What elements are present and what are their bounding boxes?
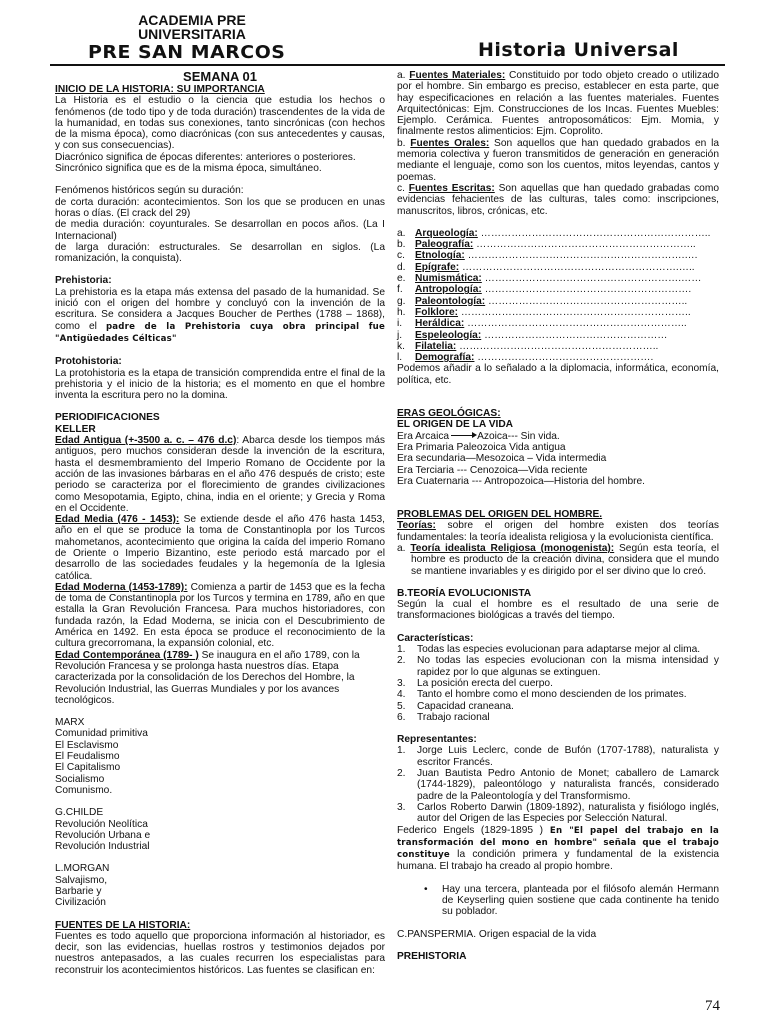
item-letter: f.	[397, 284, 403, 296]
fuente-material-text: Constituido por todo objeto creado o utilizado por el hombre. Sin embargo es preciso, establecer en esta parte, que hay especificaciones en relación a las fuentes materiales. Fuentes Arquitectónicas: Ejm. Construcciones de los Incas. Fuentes Muebles: Ejemplo. Cerámica. Fuentes antroposomáticos: Ejm. Momia, y finalmente restos alimenticios: Ejm. Coprolito.	[397, 70, 719, 138]
ciencia-item	[397, 296, 719, 307]
representantes-list	[397, 745, 719, 824]
academy-line-2: UNIVERSITARIA	[138, 26, 246, 42]
era-item: Era Terciaria --- Cenozoica—Vida reciente	[397, 464, 588, 476]
item-text: Trabajo racional	[417, 711, 490, 723]
ciencia-label: Numismática:	[415, 273, 482, 285]
blank-dots: …………………………………………………..	[456, 340, 659, 352]
ciencia-label: Demografía:	[415, 352, 475, 364]
item-letter: e.	[397, 273, 406, 285]
paragraph: Podemos añadir a lo señalado a la diplomacia, informática, economía, política, etc.	[397, 363, 719, 386]
numbered-item	[397, 678, 719, 689]
paragraph	[55, 435, 385, 514]
paragraph-text-bold: padre de la Prehistoria cuya obra principal fue "Antigüedades Célticas"	[55, 321, 385, 344]
paragraph: Según la cual el hombre es el resultado de una serie de transformaciones biológicas a través del tiempo.	[397, 599, 719, 622]
paragraph: de corta duración: acontecimientos. Son los que se producen en unas horas o días. (El crack del 29)	[55, 196, 385, 219]
item-number: 2.	[397, 768, 406, 780]
section-title-protohistoria: Protohistoria:	[55, 356, 122, 368]
item-letter: c.	[397, 182, 409, 194]
fuente-oral-label: Fuentes Orales:	[410, 137, 490, 149]
blank-dots: …………………………………………….	[474, 352, 654, 364]
item-letter: a.	[397, 542, 411, 554]
header-divider	[50, 64, 725, 66]
item-text: No todas las especies evolucionan con la misma intensidad y rapidez por lo que algunas se extinguen.	[417, 655, 719, 678]
item-text: Tanto el hombre como el mono descienden de los primates.	[417, 689, 687, 701]
numbered-item	[397, 802, 719, 825]
author-marx: MARX	[55, 717, 85, 729]
blank-dots: …………………………………………………………..	[477, 227, 711, 239]
list-item: Revolución Urbana e	[55, 829, 151, 841]
ciencia-label: Filatelia:	[415, 340, 457, 352]
numbered-item	[397, 689, 719, 700]
section-title-caracteristicas: Características:	[397, 632, 474, 644]
section-title-inicio: INICIO DE LA HISTORIA: SU IMPORTANCIA	[55, 84, 265, 95]
paragraph: de media duración: coyunturales. Se desarrollan en pocos años. (La I Internacional)	[55, 219, 385, 242]
blank-dots: ……………………………………………………….…..	[459, 261, 695, 273]
edad-contemporanea-label: Edad Contemporánea (1789- )	[55, 649, 199, 661]
item-number: 5.	[397, 700, 406, 712]
section-title-eras: ERAS GEOLÓGICAS:	[397, 408, 501, 420]
section-title-prehistoria: Prehistoria:	[55, 275, 112, 287]
section-title-problemas: PROBLEMAS DEL ORIGEN DEL HOMBRE.	[397, 509, 603, 521]
edad-moderna-label: Edad Moderna (1453-1789):	[55, 581, 188, 593]
list-item: El Capitalismo	[55, 762, 121, 774]
blank-dots: ………………………………………………….……	[481, 273, 702, 285]
ciencia-label: Espeleología:	[415, 329, 482, 341]
blank-dots: …………………………………………………..	[485, 295, 688, 307]
item-text: Todas las especies evolucionan para adaptarse mejor al clima.	[417, 644, 701, 656]
edad-media-label: Edad Media (476 - 1453):	[55, 514, 180, 526]
ciencia-item	[397, 307, 719, 318]
item-text: Jorge Luis Leclerc, conde de Bufón (1707-1788), naturalista y escritor Francés.	[417, 745, 719, 768]
fuente-escrita-text: Son aquellas que han quedado grabadas como evidencias fehacientes de las culturas, tales como: inscripciones, manuscritos, libros, crónicas, etc.	[397, 182, 719, 217]
section-title-representantes: Representantes:	[397, 734, 477, 746]
ciencia-item	[397, 284, 719, 295]
paragraph: Fuentes es todo aquello que proporciona información al historiador, es decir, son las evidencias, huellas rostros y testimonios dejados por nuestros antepasados, a las cuales recurren los especialistas para reconstruir los acontecimientos históricos. Las fuentes se clasifican en:	[55, 930, 385, 976]
paragraph	[55, 582, 385, 650]
paragraph	[397, 520, 719, 543]
numbered-item	[397, 768, 719, 802]
bullet-text: Hay una tercera, planteada por el filósofo alemán Hermann de Keyserling quien sostiene que cada continente ha tenido su poblador.	[442, 883, 719, 918]
ciencia-label: Antropología:	[415, 284, 482, 296]
item-letter: j.	[397, 329, 403, 341]
ciencia-item	[397, 250, 719, 261]
academy-line-1: ACADEMIA PRE	[138, 12, 246, 28]
list-item: Revolución Neolítica	[55, 818, 148, 830]
blank-dots: ………………………………………………	[481, 329, 668, 341]
paragraph	[55, 650, 385, 706]
list-item: Comunidad primitiva	[55, 728, 148, 740]
list-item: Socialismo	[55, 773, 105, 785]
ciencia-label: Folklore:	[415, 306, 459, 318]
fuente-escrita	[397, 183, 719, 217]
course-title: Historia Universal	[478, 39, 679, 61]
teoria-idealista-label: Teoría idealista Religiosa (monogenista):	[410, 542, 615, 554]
ciencia-item	[397, 239, 719, 250]
marx-list	[55, 728, 385, 796]
ciencia-label: Epígrafe:	[415, 261, 460, 273]
ciencia-label: Etnología:	[415, 250, 465, 262]
ciencias-auxiliares-list	[397, 228, 719, 364]
paragraph	[397, 825, 719, 873]
paragraph: La Historia es el estudio o la ciencia que estudia los hechos o fenómenos (de todo tipo y de toda duración) trascendentes de la vida de la humanidad, en todas sus conexiones, tanto sincrónicas (con hechos de la misma época), como diacrónicas (con sus antecedentes y causas, y con sus consecuencias).	[55, 95, 385, 152]
item-letter: a.	[397, 70, 410, 81]
item-text: Juan Bautista Pedro Antonio de Monet; caballero de Lamarck (1744-1829), paleontólogo y naturalista francés, considerado padre de la Paleontología y del Transformismo.	[417, 768, 719, 802]
section-title-evolucionista: B.TEORÍA EVOLUCIONISTA	[397, 587, 532, 599]
ciencia-label: Paleontología:	[415, 295, 486, 307]
arrow-right-icon	[451, 435, 475, 436]
fuente-material-label: Fuentes Materiales:	[409, 70, 506, 81]
blank-dots: …………………………………………………………..	[458, 306, 691, 318]
ciencia-label: Heráldica:	[415, 318, 465, 330]
item-letter: d.	[397, 261, 406, 273]
item-letter: l.	[397, 352, 403, 364]
item-number: 1.	[397, 745, 406, 757]
item-text: La posición erecta del cuerpo.	[417, 677, 553, 689]
engels-quote: En "El papel del trabajo en la transformación del mono en hombre" señala que el trabajo constituye	[397, 825, 719, 861]
fuente-material	[397, 70, 719, 138]
ciencia-item	[397, 341, 719, 352]
bullet-icon: •	[424, 883, 428, 895]
edad-moderna-text: Comienza a partir de 1453 que es la fecha de toma de Constantinopla por los Turcos y termina en 1789, año en que estalla la Gran Revolución Francesa. Para muchos historiadores, con fundada razón, la Edad Moderna, se inicia con el Descubrimiento de América en 1492. En esta época se produce el reconocimiento de la cultura grecorromana, la expansión colonial, etc.	[55, 581, 385, 650]
item-letter: g.	[397, 295, 406, 307]
blank-dots: ………………………………………………………..	[473, 239, 696, 251]
paragraph-text: La prehistoria es la etapa más extensa del pasado de la humanidad. Se inició con el origen del hombre y concluyó con la invención de la escritura. Se considera a Jacques Boucher de Perthes (1788 – 1868), como el	[55, 286, 385, 332]
list-item: Revolución Industrial	[55, 841, 150, 853]
blank-dots: …………………………………………………….	[481, 284, 692, 296]
item-letter: c.	[397, 250, 405, 262]
fuente-oral	[397, 138, 719, 183]
item-letter: b.	[397, 239, 406, 251]
item-text: Carlos Roberto Darwin (1809-1892), naturalista y fisiólogo inglés, autor del Origen de las Especies por Selección Natural.	[417, 801, 719, 825]
era-item: Era secundaria—Mesozoica – Vida intermedia	[397, 453, 607, 465]
section-title-prehistoria-right: PREHISTORIA	[397, 950, 467, 962]
list-item: El Feudalismo	[55, 751, 120, 763]
blank-dots: ………………………………………………………..	[464, 318, 687, 330]
edad-antigua-text: : Abarca desde los tiempos más antiguos, pero muchos consideran desde la invención de la escritura, hasta el desmembramiento del Imperio Romano de Occidente por la acción de las invasiones bárbaras en el año 476 después de cristo; este periodo se caracteriza por el florecimiento de grandes civilizaciones como Mesopotamia, Egipto, china, india en el oriente; y Grecia y Roma en el Occidente.	[55, 435, 385, 514]
numbered-item	[397, 745, 719, 768]
paragraph: La protohistoria es la etapa de transición comprendida entre el final de la prehistoria y el inicio de la historia; es el momento en que el hombre inventa la escritura pero no la domina.	[55, 367, 385, 402]
ciencia-item	[397, 330, 719, 341]
ciencia-item	[397, 228, 719, 239]
childe-list	[55, 819, 385, 853]
edad-media-text: Se extiende desde el año 476 hasta 1453, año en el que se produce la toma de Constantinopla por los Turcos mahometanos, acontecimiento que origina la caída del imperio Romano de Oriente o Imperio Bizantino, este periodo está marcado por el desarrollo de las sociedades feudales y la hegemonía de la Iglesia católica.	[55, 514, 385, 582]
item-number: 1.	[397, 644, 406, 656]
item-letter: h.	[397, 306, 406, 318]
ciencia-label: Paleografía:	[415, 239, 474, 251]
ciencia-item	[397, 262, 719, 273]
list-item: El Esclavismo	[55, 739, 119, 751]
teorias-text: sobre el origen del hombre existen dos teorías fundamentales: la teoría idealista religiosa y la evolucionista científica.	[397, 520, 719, 543]
era-item: Era Primaria Paleozoica Vida antigua	[397, 441, 566, 453]
era-arcaica	[397, 431, 719, 442]
left-column	[55, 70, 385, 976]
author-morgan: L.MORGAN	[55, 863, 110, 875]
paragraph: Sincrónico significa que es de la misma época, simultáneo.	[55, 163, 322, 175]
teoria-idealista-text: Según esta teoría, el hombre es producto de la creación divina, considera que el mundo se mantiene invariables y es dirigido por el ser divino que lo creó.	[411, 542, 719, 577]
fuente-oral-text: Son aquellos que han quedado grabados en la memoria colectiva y fueron transmitidos de generación en generación mediante el lenguaje, como son los cuentos, mitos leyendas, cantos y poemas.	[397, 137, 720, 183]
numbered-item	[397, 644, 719, 655]
item-number: 3.	[397, 677, 406, 689]
item-number: 6.	[397, 711, 406, 723]
paragraph: de larga duración: estructurales. Se desarrollan en siglos. (La romanización, la conquista).	[55, 241, 385, 265]
section-subtitle-origen-vida: EL ORIGEN DE LA VIDA	[397, 419, 514, 431]
ciencia-item	[397, 318, 719, 329]
teoria-idealista	[397, 543, 719, 577]
page-number: 74	[705, 998, 720, 1014]
paragraph	[55, 514, 385, 582]
era-name: Era Arcaica	[397, 430, 450, 442]
list-item: Comunismo.	[55, 784, 113, 796]
edad-contemporanea-text: Se inaugura en el año 1789, con la Revolución Francesa y se prolonga hasta nuestros días. Etapa caracterizada por la consolidación de los Derechos del Hombre, la Revolución Industrial, las Guerras Mundiales y por los avances tecnológicos.	[55, 649, 360, 706]
caracteristicas-list	[397, 644, 719, 723]
ciencia-item	[397, 273, 719, 284]
teorias-label: Teorías:	[397, 520, 436, 532]
blank-dots: ……………………………………………………….….	[464, 250, 698, 262]
list-item: Civilización	[55, 897, 106, 909]
item-text: Capacidad craneana.	[417, 700, 514, 712]
paragraph	[55, 287, 385, 345]
brand-title: PRE SAN MARCOS	[88, 42, 286, 63]
section-title-fuentes: FUENTES DE LA HISTORIA:	[55, 919, 191, 931]
item-number: 4.	[397, 689, 406, 701]
era-item: Era Cuaternaria --- Antropozoica—Historia del hombre.	[397, 475, 646, 487]
ciencia-label: Arqueología:	[415, 227, 478, 239]
item-letter: b.	[397, 137, 411, 149]
numbered-item	[397, 701, 719, 712]
author-childe: G.CHILDE	[55, 807, 104, 819]
panspermia-title: C.PANSPERMIA. Origen espacial de la vida	[397, 928, 597, 940]
bullet-item	[397, 884, 719, 918]
edad-antigua-label: Edad Antigua (+-3500 a. c. – 476 d.c)	[55, 435, 237, 447]
list-item: Barbarie y	[55, 886, 102, 897]
item-number: 2.	[397, 655, 406, 667]
fuente-escrita-label: Fuentes Escritas:	[408, 182, 495, 194]
ciencia-item	[397, 352, 719, 363]
item-number: 3.	[397, 801, 406, 813]
morgan-list	[55, 875, 385, 909]
section-title-periodificaciones: PERIODIFICACIONES	[55, 412, 160, 424]
item-letter: a.	[397, 227, 406, 239]
paragraph: Fenómenos históricos según su duración:	[55, 185, 244, 197]
right-column	[397, 70, 719, 962]
paragraph: Diacrónico significa de épocas diferentes: anteriores o posteriores.	[55, 151, 356, 163]
engels-text: la condición primera y fundamental de la existencia humana. El trabajo ha creado al propio hombre.	[397, 849, 719, 873]
era-description: Azoica--- Sin vida.	[477, 430, 560, 442]
item-letter: k.	[397, 340, 405, 352]
engels-name: Federico Engels (1829-1895 )	[397, 824, 543, 836]
numbered-item	[397, 655, 719, 678]
week-title: SEMANA 01	[183, 69, 257, 84]
author-keller: KELLER	[55, 423, 96, 435]
item-letter: i.	[397, 318, 403, 330]
academy-name	[122, 13, 262, 41]
numbered-item	[397, 712, 719, 723]
list-item: Salvajismo,	[55, 874, 108, 886]
